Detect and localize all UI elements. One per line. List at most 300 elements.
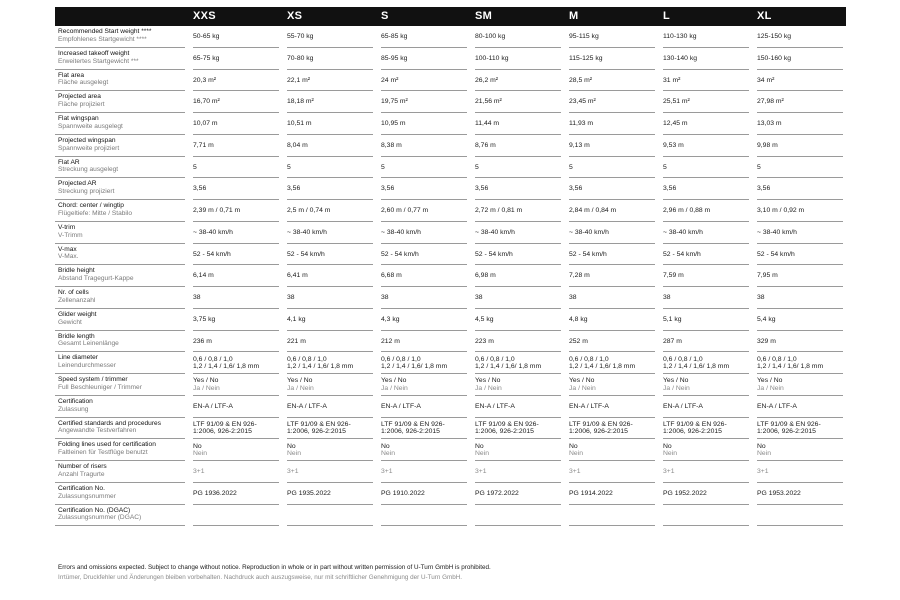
spec-value-xxs: [193, 135, 281, 157]
spec-label: [58, 376, 190, 392]
spec-value-s: [381, 439, 469, 461]
spec-value-text: 6,98 m: [475, 272, 496, 280]
spec-value-text-line2: 1:2006, 926-2:2015: [475, 428, 534, 436]
spec-label: [58, 333, 190, 349]
spec-value-xl: [757, 48, 845, 70]
spec-value-text: 23,45 m²: [569, 98, 596, 106]
spec-value-xl: [757, 26, 845, 48]
spec-value-text: LTF 91/09 & EN 926-: [569, 420, 633, 428]
spec-value-s: [381, 48, 469, 70]
spec-value-text: 55-70 kg: [287, 33, 314, 41]
spec-value-xl: [757, 244, 845, 266]
spec-value-text: 3,56: [475, 185, 489, 193]
spec-value-text: ~ 38-40 km/h: [287, 228, 327, 236]
spec-label-de: Zulassungsnummer: [58, 492, 116, 500]
spec-value-xl: [757, 178, 845, 200]
spec-label-de: Spannweite projiziert: [58, 144, 120, 152]
spec-value-xxs: [193, 48, 281, 70]
spec-value-text-line2: 1:2006, 926-2:2015: [757, 428, 816, 436]
spec-value-text: 2,5 m / 0,74 m: [287, 207, 331, 215]
size-header-row: [55, 7, 846, 26]
spec-value-text-line2: 1:2006, 926-2:2015: [381, 428, 440, 436]
spec-value-sm: [475, 461, 563, 483]
spec-value-text: 65-85 kg: [381, 33, 408, 41]
spec-value-text: 38: [757, 294, 765, 302]
spec-value-text-line2: 1:2006, 926-2:2015: [569, 428, 628, 436]
spec-row: [55, 113, 846, 135]
spec-value-text: ~ 38-40 km/h: [569, 228, 609, 236]
spec-value-xl: [757, 135, 845, 157]
cell-divider: [663, 525, 749, 526]
spec-label-de: Fläche ausgelegt: [58, 79, 109, 87]
spec-value-text: LTF 91/09 & EN 926-: [475, 420, 539, 428]
spec-value-m: [569, 91, 657, 113]
spec-value-german: Ja / Nein: [757, 384, 784, 392]
spec-value-text: PG 1936.2022: [193, 489, 237, 497]
spec-label-en: Flat wingspan: [58, 115, 99, 122]
spec-value-xxs: [193, 200, 281, 222]
spec-value-text: 52 - 54 km/h: [757, 250, 795, 258]
spec-label-en: Projected AR: [58, 180, 97, 188]
spec-value-m: [569, 244, 657, 266]
spec-value-sm: [475, 483, 563, 505]
spec-value-xxs: [193, 91, 281, 113]
spec-value-text: 11,93 m: [569, 120, 594, 128]
spec-value-xs: [287, 48, 375, 70]
spec-row: [55, 505, 846, 527]
spec-value-s: [381, 26, 469, 48]
spec-value-text: 52 - 54 km/h: [663, 250, 701, 258]
spec-value-xxs: [193, 287, 281, 309]
spec-value-m: [569, 178, 657, 200]
spec-value-text: 70-80 kg: [287, 54, 314, 62]
spec-value-german: Nein: [381, 450, 395, 458]
spec-value-text: 7,59 m: [663, 272, 684, 280]
spec-value-text-line2: 1,2 / 1,4 / 1,6/ 1,8 mm: [193, 363, 260, 371]
spec-label: [58, 137, 190, 153]
spec-value-text: 329 m: [757, 337, 776, 345]
spec-value-text: 3,56: [381, 185, 395, 193]
spec-value-xxs: [193, 461, 281, 483]
spec-value-m: [569, 418, 657, 440]
spec-value-xs: [287, 505, 375, 527]
spec-value-m: [569, 200, 657, 222]
spec-label-en: Flat area: [58, 71, 85, 79]
spec-label: [58, 202, 190, 218]
spec-value-xs: [287, 178, 375, 200]
spec-value-xl: [757, 483, 845, 505]
spec-value-text: 10,07 m: [193, 120, 218, 128]
spec-value-text: PG 1953.2022: [757, 489, 801, 497]
spec-value-text: 38: [663, 294, 671, 302]
spec-value-text: 52 - 54 km/h: [193, 250, 231, 258]
spec-value-l: [663, 418, 751, 440]
spec-value-text: 25,51 m²: [663, 98, 690, 106]
spec-value-text: 115-125 kg: [569, 54, 603, 62]
spec-value-text: 212 m: [381, 337, 400, 345]
spec-label: [58, 50, 190, 66]
spec-value-text: ~ 38-40 km/h: [193, 228, 233, 236]
spec-value-text: PG 1952.2022: [663, 489, 707, 497]
spec-value-text: 38: [193, 294, 201, 302]
spec-label-de: Fläche projiziert: [58, 101, 105, 109]
spec-label: [58, 485, 190, 501]
spec-row: [55, 439, 846, 461]
spec-value-l: [663, 505, 751, 527]
spec-value-text: 3,56: [287, 185, 301, 193]
spec-value-german: Ja / Nein: [381, 384, 408, 392]
spec-value-text: 287 m: [663, 337, 682, 345]
spec-value-l: [663, 113, 751, 135]
spec-label-de: Gewicht: [58, 318, 82, 326]
cell-divider: [193, 525, 279, 526]
spec-value-text: 52 - 54 km/h: [287, 250, 325, 258]
spec-value-text: PG 1972.2022: [475, 489, 519, 497]
spec-value-text: 100-110 kg: [475, 54, 509, 62]
spec-value-text: 2,60 m / 0,77 m: [381, 207, 429, 215]
spec-value-text: 5: [287, 163, 291, 171]
spec-value-m: [569, 70, 657, 92]
spec-value-text: 10,95 m: [381, 120, 406, 128]
spec-value-xxs: [193, 70, 281, 92]
spec-value-xs: [287, 374, 375, 396]
spec-value-xs: [287, 352, 375, 374]
spec-value-german: Ja / Nein: [663, 384, 690, 392]
spec-value-s: [381, 113, 469, 135]
spec-value-s: [381, 309, 469, 331]
spec-label-en: Recommended Start weight ****: [58, 28, 152, 35]
spec-value-xs: [287, 309, 375, 331]
spec-value-text: No: [287, 442, 296, 450]
spec-value-xl: [757, 265, 845, 287]
spec-value-text: 3,75 kg: [193, 315, 216, 323]
spec-value-xl: [757, 222, 845, 244]
spec-value-text: 236 m: [193, 337, 212, 345]
spec-value-text: 26,2 m²: [475, 76, 499, 84]
spec-value-text: PG 1914.2022: [569, 489, 613, 497]
spec-label: [58, 72, 190, 88]
spec-value-xs: [287, 222, 375, 244]
spec-row: [55, 374, 846, 396]
spec-value-text: EN-A / LTF-A: [663, 402, 703, 410]
spec-row: [55, 26, 846, 48]
spec-label-de: Spannweite ausgelegt: [58, 122, 123, 130]
spec-value-text: 20,3 m²: [193, 76, 217, 84]
spec-label-de: V-Trimm: [58, 231, 83, 239]
spec-row: [55, 396, 846, 418]
spec-value-s: [381, 352, 469, 374]
spec-value-text: Yes / No: [193, 377, 219, 385]
spec-label-en: Projected area: [58, 93, 101, 101]
size-header-xs: XS: [287, 10, 303, 22]
spec-value-text: 21,56 m²: [475, 98, 502, 106]
spec-value-text-line2: 1:2006, 926-2:2015: [193, 428, 252, 436]
spec-row: [55, 331, 846, 353]
spec-value-text: 12,45 m: [663, 120, 688, 128]
spec-value-text: 0,6 / 0,8 / 1,0: [475, 355, 515, 363]
spec-value-text: EN-A / LTF-A: [757, 402, 797, 410]
spec-value-text: 5: [193, 163, 197, 171]
spec-value-text: 38: [287, 294, 295, 302]
spec-value-text: 8,38 m: [381, 141, 402, 149]
spec-value-text: 38: [381, 294, 389, 302]
spec-value-text: LTF 91/09 & EN 926-: [663, 420, 727, 428]
spec-value-s: [381, 157, 469, 179]
spec-value-text: 3,56: [757, 185, 771, 193]
spec-value-german: Nein: [663, 450, 677, 458]
spec-value-text: Yes / No: [475, 377, 501, 385]
spec-label-en: Flat AR: [58, 158, 80, 166]
spec-value-xs: [287, 461, 375, 483]
spec-value-text: 11,44 m: [475, 120, 500, 128]
cell-divider: [569, 525, 655, 526]
spec-value-text: 28,5 m²: [569, 76, 593, 84]
spec-label-de: Angewandte Testverfahren: [58, 427, 137, 435]
spec-value-text: No: [757, 442, 766, 450]
spec-value-sm: [475, 244, 563, 266]
spec-value-xs: [287, 200, 375, 222]
spec-value-text-line2: 1,2 / 1,4 / 1,6/ 1,8 mm: [381, 363, 448, 371]
spec-value-german: Nein: [569, 450, 583, 458]
spec-value-text: No: [569, 442, 578, 450]
spec-value-text: 4,1 kg: [287, 315, 306, 323]
spec-value-xxs: [193, 26, 281, 48]
spec-value-sm: [475, 309, 563, 331]
spec-value-m: [569, 48, 657, 70]
spec-value-text: 252 m: [569, 337, 588, 345]
spec-value-text: 7,71 m: [193, 141, 214, 149]
spec-value-text: PG 1910.2022: [381, 489, 425, 497]
spec-value-text: 9,53 m: [663, 141, 684, 149]
spec-label: [58, 507, 190, 523]
spec-value-m: [569, 483, 657, 505]
spec-value-xxs: [193, 418, 281, 440]
spec-value-sm: [475, 157, 563, 179]
spec-label-en: Certification No. (DGAC): [58, 506, 131, 514]
spec-value-text: 0,6 / 0,8 / 1,0: [287, 355, 327, 363]
spec-value-text: Yes / No: [287, 377, 313, 385]
spec-value-text: 85-95 kg: [381, 54, 408, 62]
spec-value-xxs: [193, 505, 281, 527]
spec-value-s: [381, 70, 469, 92]
spec-value-text: 9,98 m: [757, 141, 778, 149]
spec-row: [55, 200, 846, 222]
spec-value-text: Yes / No: [569, 377, 595, 385]
spec-value-s: [381, 265, 469, 287]
spec-value-text: 16,70 m²: [193, 98, 220, 106]
spec-value-text: 65-75 kg: [193, 54, 220, 62]
spec-value-xl: [757, 70, 845, 92]
spec-value-text: EN-A / LTF-A: [193, 402, 233, 410]
spec-row: [55, 244, 846, 266]
spec-row: [55, 135, 846, 157]
spec-value-text: 8,04 m: [287, 141, 308, 149]
spec-value-xl: [757, 418, 845, 440]
spec-label-de: V-Max.: [58, 253, 79, 261]
spec-value-sm: [475, 26, 563, 48]
spec-value-l: [663, 483, 751, 505]
spec-value-text: 5: [381, 163, 385, 171]
spec-label-de: Full Beschleuniger / Trimmer: [58, 383, 142, 391]
spec-value-l: [663, 374, 751, 396]
spec-value-xs: [287, 439, 375, 461]
spec-value-sm: [475, 505, 563, 527]
spec-value-m: [569, 396, 657, 418]
spec-value-xs: [287, 483, 375, 505]
specs-table: [55, 7, 846, 526]
spec-value-text: 3+1: [287, 468, 299, 476]
spec-value-xxs: [193, 331, 281, 353]
spec-value-s: [381, 418, 469, 440]
spec-label-en: Certification: [58, 397, 93, 405]
spec-value-text: 5: [569, 163, 573, 171]
spec-label-de: Zellenanzahl: [58, 296, 96, 304]
spec-label: [58, 441, 190, 457]
spec-label-en: Bridle length: [58, 332, 95, 340]
spec-value-text: LTF 91/09 & EN 926-: [193, 420, 257, 428]
spec-value-s: [381, 483, 469, 505]
spec-value-text: 6,14 m: [193, 272, 214, 280]
spec-value-l: [663, 70, 751, 92]
spec-value-text: 95-115 kg: [569, 33, 599, 41]
spec-value-l: [663, 265, 751, 287]
spec-row: [55, 309, 846, 331]
spec-value-xl: [757, 374, 845, 396]
spec-value-s: [381, 200, 469, 222]
spec-value-l: [663, 178, 751, 200]
size-header-xxs: XXS: [193, 10, 216, 22]
spec-value-l: [663, 48, 751, 70]
spec-value-sm: [475, 70, 563, 92]
spec-label-de: Zulassungsnummer (DGAC): [58, 514, 142, 522]
spec-value-text: 2,96 m / 0,88 m: [663, 207, 711, 215]
spec-label-de: Streckung projiziert: [58, 188, 115, 196]
spec-value-text-line2: 1,2 / 1,4 / 1,6/ 1,8 mm: [475, 363, 542, 371]
spec-value-m: [569, 331, 657, 353]
spec-value-text: Yes / No: [757, 377, 783, 385]
spec-value-l: [663, 287, 751, 309]
spec-row: [55, 157, 846, 179]
spec-value-sm: [475, 439, 563, 461]
spec-value-xxs: [193, 265, 281, 287]
spec-value-s: [381, 374, 469, 396]
spec-label-en: Chord: center / wingtip: [58, 202, 124, 209]
spec-value-s: [381, 505, 469, 527]
spec-value-text: 52 - 54 km/h: [381, 250, 419, 258]
spec-value-text: EN-A / LTF-A: [381, 402, 421, 410]
spec-value-l: [663, 244, 751, 266]
spec-value-text: PG 1935.2022: [287, 489, 331, 497]
spec-value-text: 27,98 m²: [757, 98, 784, 106]
spec-label: [58, 224, 190, 240]
spec-value-text: No: [381, 442, 390, 450]
spec-label-de: Anzahl Tragurte: [58, 470, 105, 478]
spec-value-l: [663, 331, 751, 353]
spec-value-m: [569, 439, 657, 461]
spec-row: [55, 222, 846, 244]
size-header-s: S: [381, 10, 389, 22]
spec-value-s: [381, 178, 469, 200]
spec-value-xxs: [193, 113, 281, 135]
spec-value-sm: [475, 331, 563, 353]
spec-value-l: [663, 26, 751, 48]
spec-value-text-line2: 1,2 / 1,4 / 1,6/ 1,8 mm: [757, 363, 824, 371]
spec-value-text: 10,51 m: [287, 120, 312, 128]
spec-value-xs: [287, 418, 375, 440]
spec-value-l: [663, 200, 751, 222]
spec-value-s: [381, 135, 469, 157]
spec-row: [55, 418, 846, 440]
spec-value-m: [569, 505, 657, 527]
spec-value-german: Nein: [287, 450, 301, 458]
spec-value-l: [663, 439, 751, 461]
spec-value-text: 22,1 m²: [287, 76, 311, 84]
spec-row: [55, 91, 846, 113]
spec-value-german: Ja / Nein: [287, 384, 314, 392]
spec-value-s: [381, 244, 469, 266]
spec-label-de: Flügeltiefe: Mitte / Stabilo: [58, 209, 133, 217]
spec-row: [55, 352, 846, 374]
spec-value-text: 6,68 m: [381, 272, 402, 280]
spec-label-en: Number of risers: [58, 463, 107, 470]
spec-value-text: 3+1: [381, 468, 393, 476]
spec-label-de: Leinendurchmesser: [58, 362, 116, 370]
spec-label-de: Zulassung: [58, 405, 89, 413]
spec-value-xl: [757, 396, 845, 418]
spec-value-text: 19,75 m²: [381, 98, 408, 106]
spec-value-sm: [475, 113, 563, 135]
spec-value-text: ~ 38-40 km/h: [475, 228, 515, 236]
spec-label-de: Abstand Tragegurt-Kappe: [58, 275, 134, 283]
spec-label-de: Erweitertes Startgewicht ***: [58, 57, 139, 65]
spec-rows: [55, 26, 846, 526]
spec-value-xxs: [193, 439, 281, 461]
spec-row: [55, 483, 846, 505]
spec-label: [58, 159, 190, 175]
spec-value-m: [569, 265, 657, 287]
spec-value-german: Ja / Nein: [475, 384, 502, 392]
spec-value-text: EN-A / LTF-A: [569, 402, 609, 410]
spec-value-m: [569, 222, 657, 244]
spec-value-m: [569, 309, 657, 331]
spec-value-text: 7,95 m: [757, 272, 778, 280]
spec-value-german: Ja / Nein: [193, 384, 220, 392]
spec-value-text: ~ 38-40 km/h: [663, 228, 703, 236]
spec-value-l: [663, 157, 751, 179]
spec-value-l: [663, 91, 751, 113]
spec-value-text: LTF 91/09 & EN 926-: [757, 420, 821, 428]
spec-label: [58, 463, 190, 479]
spec-label: [58, 311, 190, 327]
spec-label-en: Certified standards and procedures: [58, 419, 161, 427]
spec-label-en: V-trim: [58, 223, 76, 231]
spec-label-en: Glider weight: [58, 310, 97, 318]
spec-value-text: Yes / No: [381, 377, 407, 385]
spec-value-l: [663, 309, 751, 331]
spec-value-text: 2,84 m / 0,84 m: [569, 207, 617, 215]
spec-value-s: [381, 287, 469, 309]
spec-value-text: 4,8 kg: [569, 315, 588, 323]
spec-value-l: [663, 396, 751, 418]
spec-value-sm: [475, 374, 563, 396]
spec-value-sm: [475, 48, 563, 70]
spec-value-text: 3,56: [193, 185, 207, 193]
spec-row: [55, 461, 846, 483]
spec-value-text: 7,28 m: [569, 272, 590, 280]
spec-label: [58, 115, 190, 131]
spec-label-en: Projected wingspan: [58, 136, 116, 144]
spec-value-xs: [287, 70, 375, 92]
